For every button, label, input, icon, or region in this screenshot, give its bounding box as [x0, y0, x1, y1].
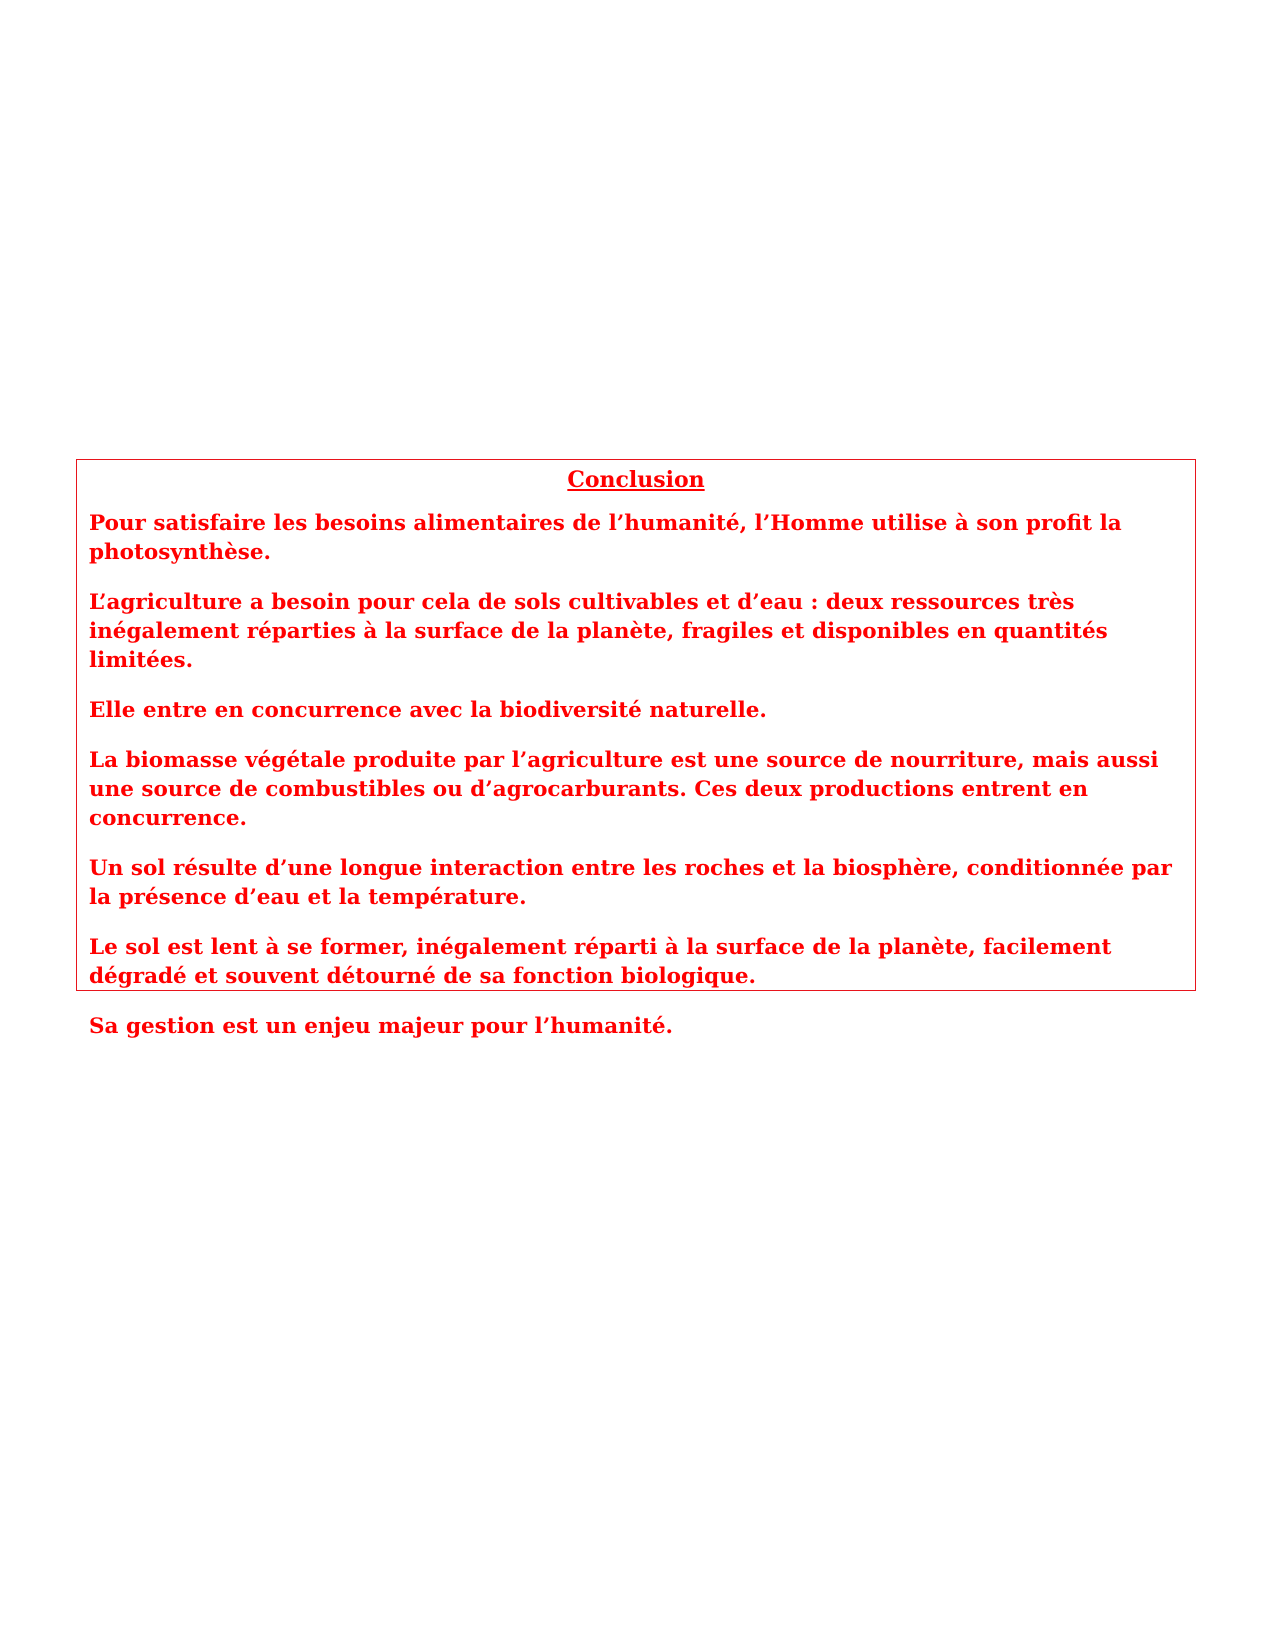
conclusion-paragraph-3: Elle entre en concurrence avec la biodiversité naturelle. — [89, 698, 767, 723]
conclusion-title: Conclusion — [567, 467, 705, 493]
conclusion-paragraph-2: L’agriculture a besoin pour cela de sols cultivables et d’eau : deux ressources très inégalement réparties à la surface de la planète, fragiles et disponibles en quantités limitées. — [89, 590, 1108, 673]
conclusion-paragraph-1: Pour satisfaire les besoins alimentaires de l’humanité, l’Homme utilise à son profit la photosynthèse. — [89, 511, 1122, 565]
conclusion-paragraph-4: La biomasse végétale produite par l’agriculture est une source de nourriture, mais aussi une source de combustibles ou d’agrocarburants. Ces deux productions entrent en concurrence. — [89, 748, 1159, 831]
conclusion-paragraph-7: Sa gestion est un enjeu majeur pour l’humanité. — [89, 1014, 674, 1039]
conclusion-paragraph-5: Un sol résulte d’une longue interaction entre les roches et la biosphère, conditionnée par la présence d’eau et la température. — [89, 856, 1172, 910]
conclusion-paragraph-6: Le sol est lent à se former, inégalement réparti à la surface de la planète, facilement dégradé et souvent détourné de sa fonction biologique. — [89, 935, 1112, 989]
conclusion-box — [76, 459, 1196, 1039]
